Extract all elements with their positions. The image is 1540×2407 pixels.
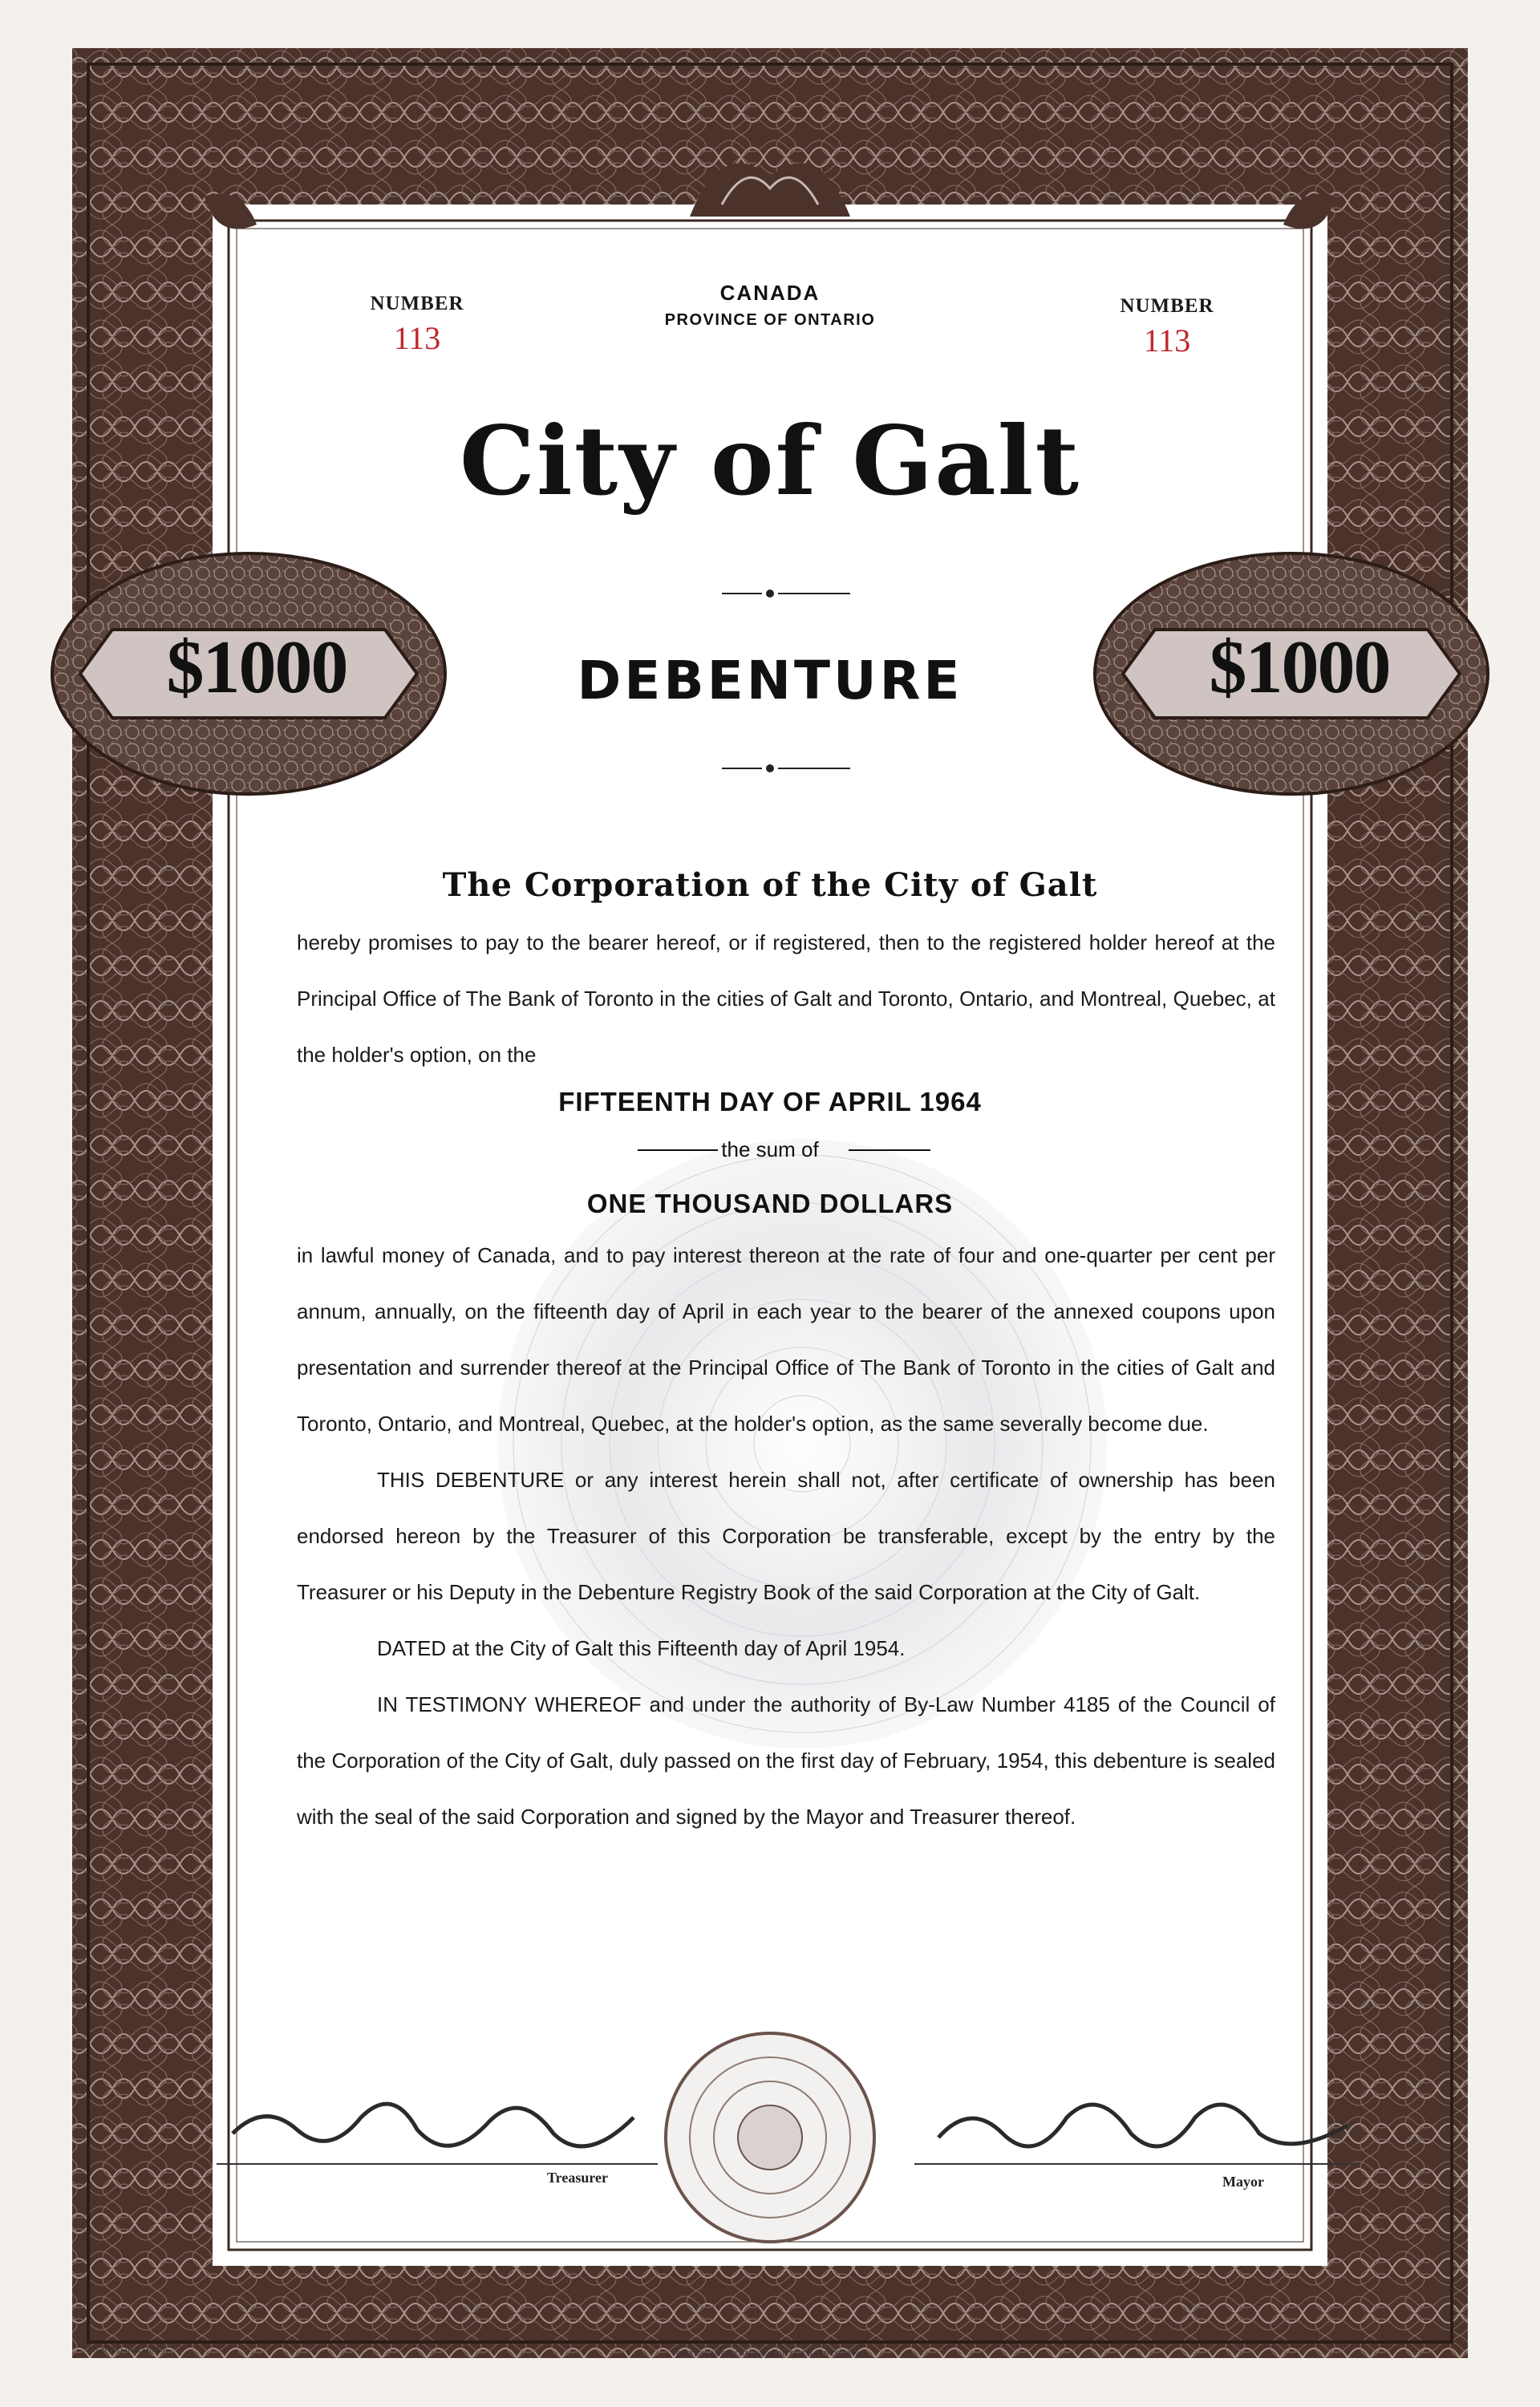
testimony-paragraph: IN TESTIMONY WHEREOF and under the authority of By-Law Number 4185 of the Council of the Corporation of the City of Galt, duly passed on the first day of February, 1954, this debenture is sealed with the seal of the said Corporation and signed by the Mayor and Treasurer thereof.	[297, 1692, 1275, 1829]
terms-body	[297, 1227, 1275, 1845]
promise-paragraph	[297, 914, 1275, 1083]
sum-of-label: the sum of	[721, 1137, 819, 1161]
due-date: FIFTEENTH DAY OF APRIL 1964	[558, 1087, 982, 1116]
dated-paragraph: DATED at the City of Galt this Fifteenth day of April 1954.	[377, 1636, 906, 1660]
number-label-right: NUMBER	[1120, 295, 1214, 317]
country-heading: CANADA	[719, 281, 821, 305]
printer-label: BRITISH AMERICAN BANK NOTE CO LTD OTTAWA	[675, 2350, 865, 2358]
number-value-right: 113	[1143, 322, 1191, 359]
number-label-left: NUMBER	[370, 293, 464, 314]
amount-left: $1000	[166, 626, 347, 709]
document-title: City of Galt	[459, 405, 1080, 517]
printed-in-label: PRINTED IN CANADA	[88, 2346, 168, 2354]
transfer-paragraph: THIS DEBENTURE or any interest herein shall not, after certificate of ownership has been endorsed hereon by the Treasurer of this Corporation be transferable, except by the entry by the Treasurer or his Deputy in the Debenture Registry Book of the said Corporation at the City of Galt.	[297, 1468, 1275, 1604]
corporation-name: The Corporation of the City of Galt	[442, 866, 1098, 904]
sum-words: ONE THOUSAND DOLLARS	[586, 1189, 954, 1218]
treasurer-label: Treasurer	[547, 2170, 608, 2186]
mayor-label: Mayor	[1222, 2174, 1264, 2190]
promise-text: hereby promises to pay to the bearer hereof, or if registered, then to the registered holder hereof at the Principal Office of The Bank of Toronto in the cities of Galt and Toronto, Ontario, and Montreal, Quebec, at the holder's option, on the	[297, 930, 1275, 1067]
number-value-left: 113	[393, 320, 441, 356]
document-type: DEBENTURE	[577, 650, 963, 711]
province-heading: PROVINCE OF ONTARIO	[664, 311, 876, 329]
amount-right: $1000	[1209, 626, 1390, 709]
interest-paragraph: in lawful money of Canada, and to pay interest thereon at the rate of four and one-quarter per cent per annum, annually, on the fifteenth day of April in each year to the bearer of the annexed coupons upon presentation and surrender thereof at the Principal Office of The Bank of Toronto in the cities of Galt and Toronto, Ontario, and Montreal, Quebec, at the holder's option, as the same severally become due.	[297, 1243, 1275, 1436]
